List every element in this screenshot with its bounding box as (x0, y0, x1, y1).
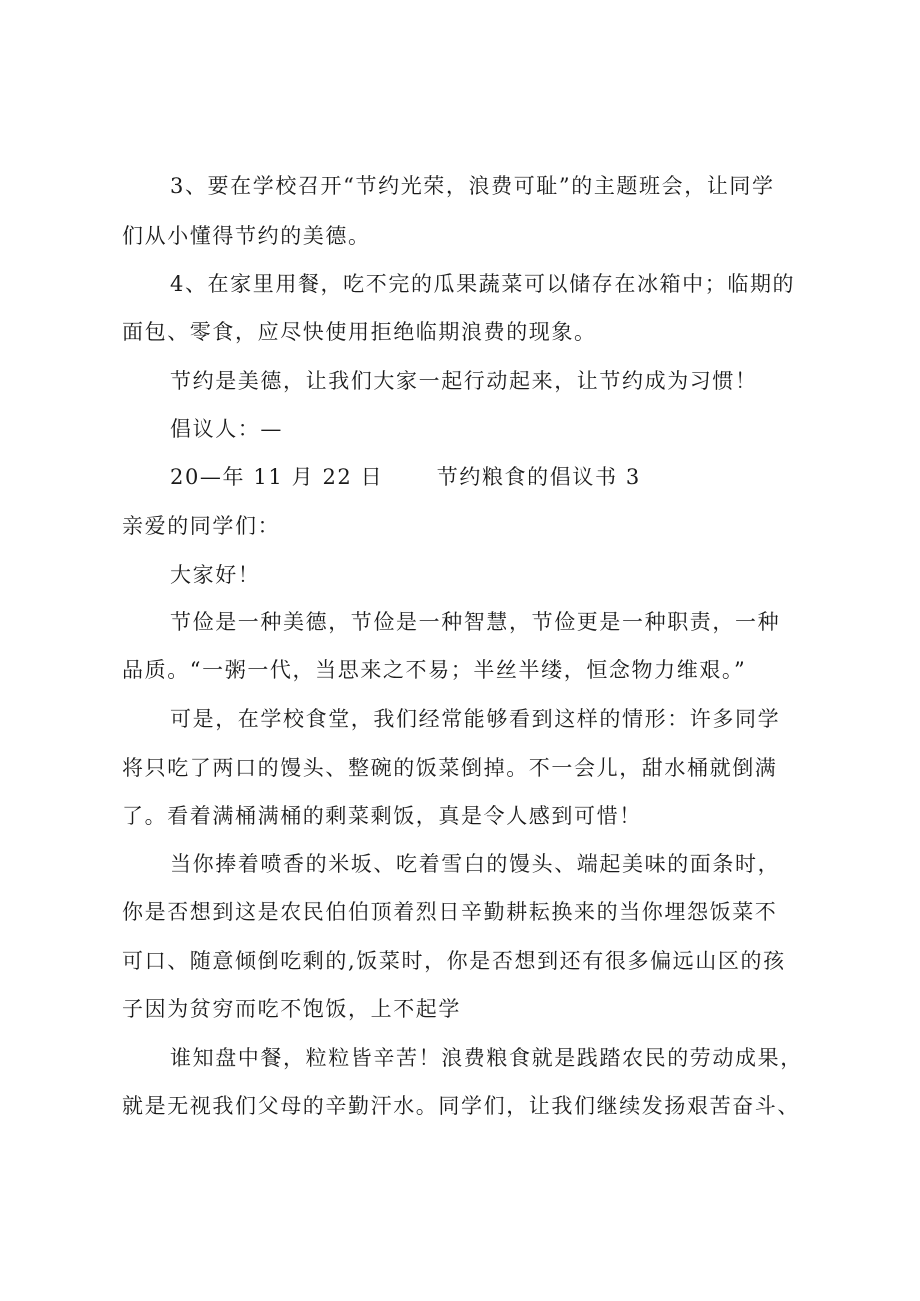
paragraph-line-farmers-cont-1: 你是否想到这是农民伯伯顶着烈日辛勤耕耘换来的当你埋怨饭菜不 (122, 900, 778, 924)
paragraph-line-farmers-cont-3: 子因为贫穷而吃不饱饭，上不起学 (122, 997, 461, 1021)
paragraph-line-canteen-cont-1: 将只吃了两口的馒头、整碗的饭菜倒掉。不一会儿，甜水桶就倒满 (122, 756, 778, 780)
paragraph-line-conclusion: 谁知盘中餐，粒粒皆辛苦！浪费粮食就是践踏农民的劳动成果， (170, 1046, 803, 1070)
paragraph-line-item-3: 3、要在学校召开“节约光荣，浪费可耻”的主题班会，让同学 (170, 174, 775, 198)
paragraph-line-farmers: 当你捧着喷香的米坂、吃着雪白的馒头、端起美味的面条时， (170, 852, 781, 876)
paragraph-line-item-4-cont: 面包、零食，应尽快使用拒绝临期浪费的现象。 (122, 320, 597, 344)
paragraph-line-item-4: 4、在家里用餐，吃不完的瓜果蔬菜可以储存在冰箱中；临期的 (170, 272, 796, 296)
paragraph-line-item-3-cont: 们从小懂得节约的美德。 (122, 224, 371, 248)
paragraph-line-thrift-cont: 品质。“一粥一代，当思来之不易；半丝半缕，恒念物力维艰。” (122, 658, 747, 682)
paragraph-line-thrift: 节俭是一种美德，节俭是一种智慧，节俭更是一种职责，一种 (170, 610, 781, 634)
closing-statement: 节约是美德，让我们大家一起行动起来，让节约成为习惯！ (170, 369, 758, 393)
date-and-next-title: 20—年 11 月 22 日 节约粮食的倡议书 3 (170, 465, 641, 489)
paragraph-line-canteen: 可是，在学校食堂，我们经常能够看到这样的情形：许多同学 (170, 707, 781, 731)
greeting: 大家好！ (170, 563, 261, 587)
paragraph-line-canteen-cont-2: 了。看着满桶满桶的剩菜剩饭，真是令人感到可惜！ (122, 804, 642, 828)
proposer-signature: 倡议人：— (170, 417, 283, 441)
salutation: 亲爱的同学们： (122, 514, 281, 538)
paragraph-line-farmers-cont-2: 可口、随意倾倒吃剩的,饭菜时，你是否想到还有很多偏远山区的孩 (122, 949, 786, 973)
paragraph-line-conclusion-cont: 就是无视我们父母的辛勤汗水。同学们，让我们继续发扬艰苦奋斗、 (122, 1094, 800, 1118)
